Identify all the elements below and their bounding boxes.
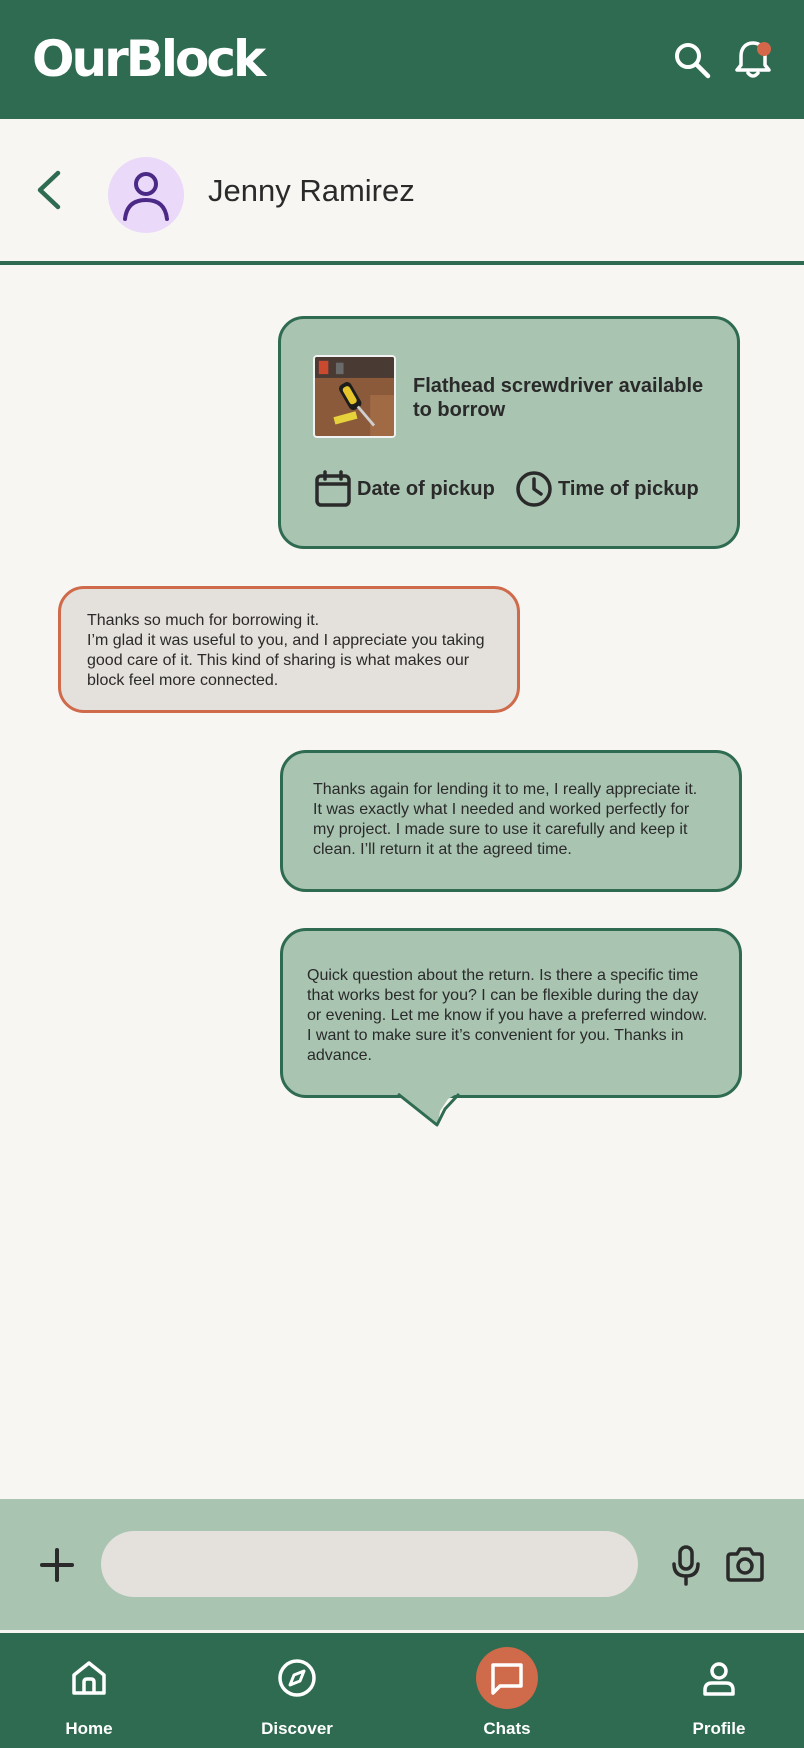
clock-icon: [514, 469, 554, 509]
listing-thumbnail: [313, 355, 396, 438]
screwdriver-photo: [315, 357, 394, 436]
message-sent: [280, 928, 742, 1098]
contact-name: Jenny Ramirez: [208, 173, 415, 208]
nav-discover-label: Discover: [261, 1719, 333, 1738]
plus-icon: [35, 1543, 79, 1587]
nav-home[interactable]: [29, 1633, 149, 1748]
calendar-icon: [313, 469, 353, 509]
contact-avatar[interactable]: [108, 157, 184, 233]
message-sent: [280, 750, 742, 892]
date-of-pickup-label: Date of pickup: [357, 477, 495, 500]
message-received: [58, 586, 520, 713]
nav-home-label: Home: [65, 1719, 113, 1738]
nav-discover[interactable]: [237, 1633, 357, 1748]
voice-message-button[interactable]: [664, 1543, 708, 1587]
chevron-left-icon: [28, 167, 74, 213]
nav-chats[interactable]: [447, 1633, 567, 1748]
compass-icon: [277, 1658, 317, 1698]
back-button[interactable]: [28, 167, 74, 213]
search-icon: [670, 38, 714, 82]
bottom-navigation: [0, 1633, 804, 1748]
nav-discover-icon-wrap: [266, 1647, 328, 1709]
notification-badge: [757, 42, 771, 56]
message-input[interactable]: [101, 1531, 638, 1597]
app-bar: [0, 0, 804, 119]
notifications-button[interactable]: [731, 38, 775, 82]
time-of-pickup-label: Time of pickup: [558, 477, 699, 500]
listing-title: Flathead screwdriver available to borrow: [413, 375, 704, 421]
nav-profile-icon-wrap: [688, 1647, 750, 1709]
message-text: Thanks again for lending it to me, I really appreciate it. It was exactly what I needed and worked perfectly for my project. I made sure to use it carefully and keep it clean. I’ll return it at the agreed time.: [313, 781, 702, 858]
message-composer: [0, 1499, 804, 1630]
nav-home-icon-wrap: [58, 1647, 120, 1709]
search-button[interactable]: [670, 38, 714, 82]
message-text: Quick question about the return. Is there a specific time that works best for you? I can be flexible during the day or evening. Let me know if you have a preferred window. I want to make sure it’s convenient for you. Thanks in advance.: [307, 967, 712, 1064]
chat-icon: [487, 1658, 527, 1698]
add-attachment-button[interactable]: [35, 1543, 79, 1587]
nav-profile[interactable]: [659, 1633, 779, 1748]
camera-icon: [723, 1543, 767, 1587]
home-icon: [69, 1658, 109, 1698]
chat-header: [0, 119, 804, 265]
nav-profile-label: Profile: [692, 1719, 746, 1738]
nav-chats-icon-wrap: [476, 1647, 538, 1709]
nav-chats-label: Chats: [483, 1719, 531, 1738]
message-text: Thanks so much for borrowing it. I’m glad it was useful to you, and I appreciate you taking good care of it. This kind of sharing is what makes our block feel more connected.: [87, 612, 485, 689]
camera-button[interactable]: [723, 1543, 767, 1587]
listing-card[interactable]: [278, 316, 740, 549]
microphone-icon: [664, 1543, 708, 1587]
person-icon: [108, 157, 184, 233]
date-of-pickup-button[interactable]: [313, 467, 495, 511]
app-logo: OurBlock: [32, 30, 264, 88]
bubble-tail: [397, 1093, 463, 1129]
time-of-pickup-button[interactable]: [514, 467, 699, 511]
person-icon: [699, 1658, 739, 1698]
